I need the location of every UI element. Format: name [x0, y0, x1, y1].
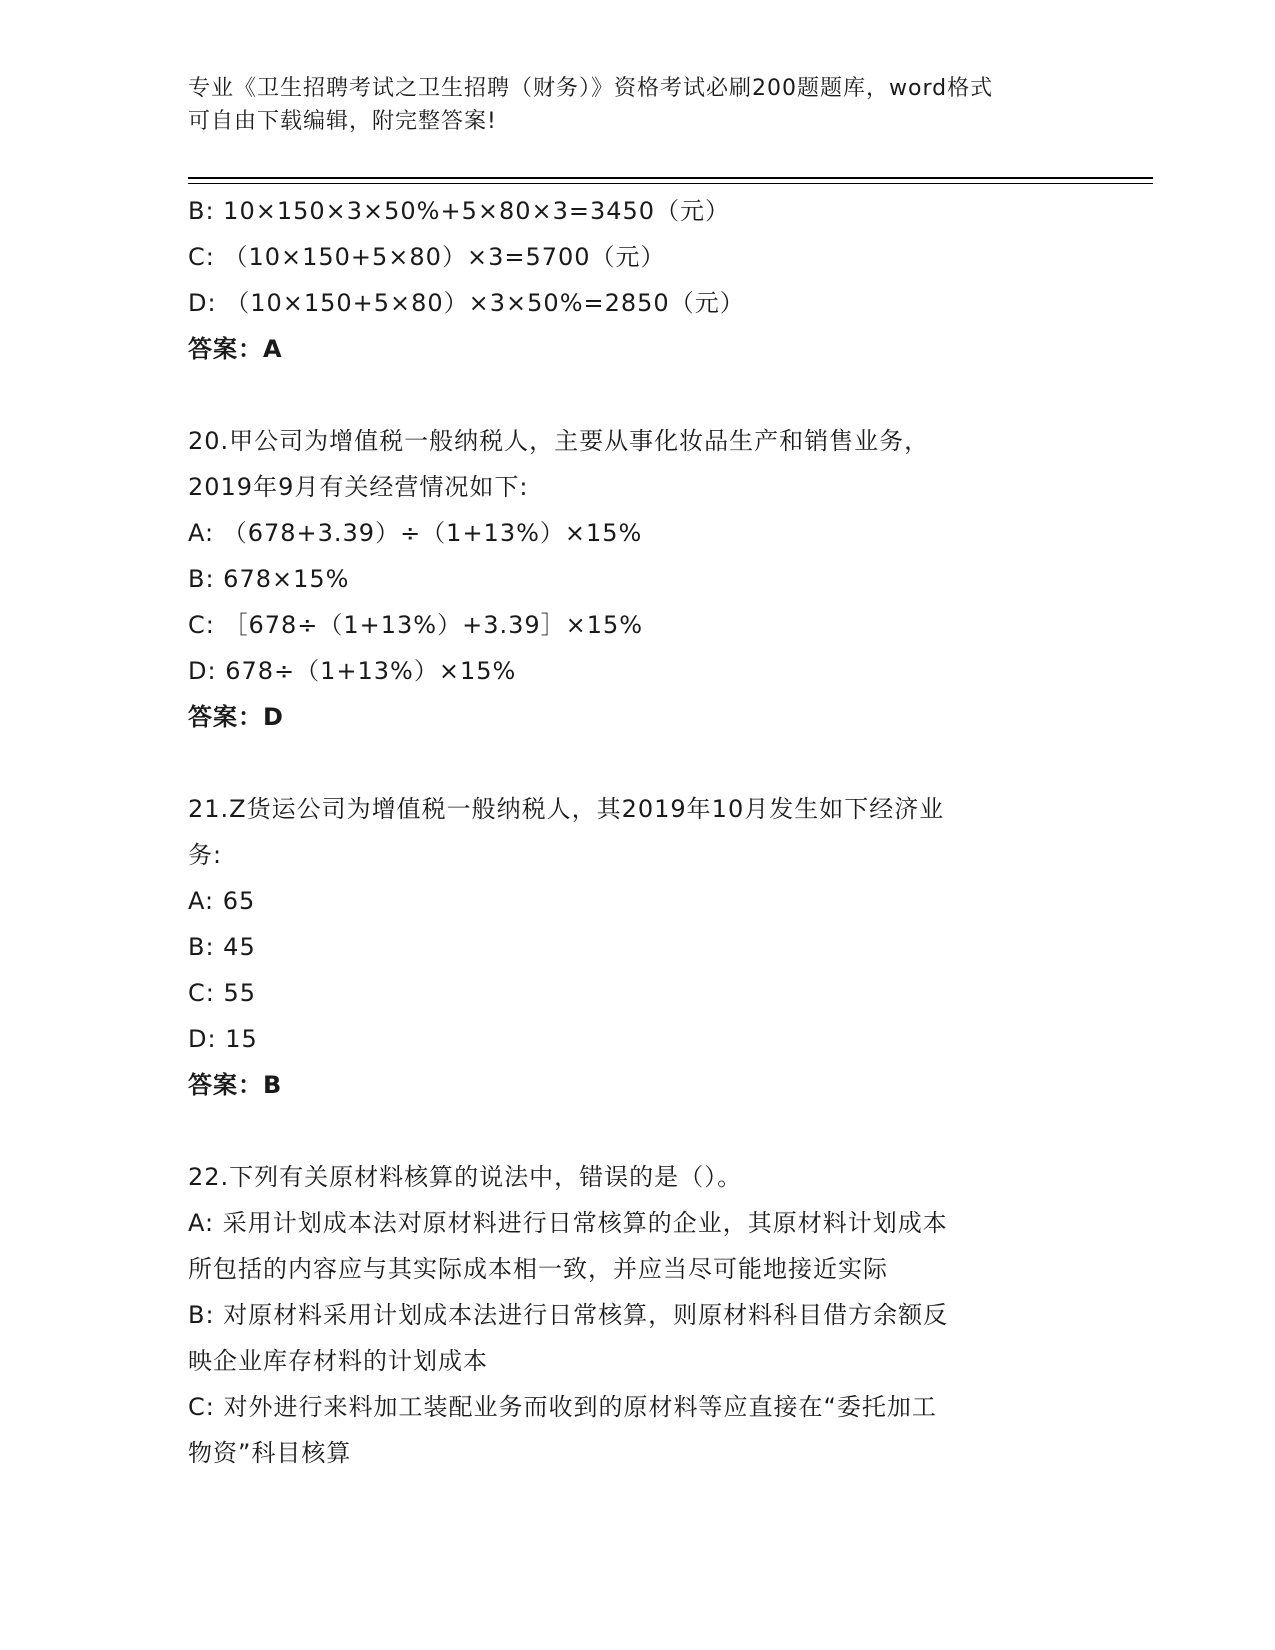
header-divider-thick	[188, 177, 1153, 179]
option-b: B: 10×150×3×50%+5×80×3=3450（元）	[188, 197, 731, 225]
question-stem: 20.甲公司为增值税一般纳税人，主要从事化妆品生产和销售业务，	[188, 427, 930, 455]
option-b: B: 678×15%	[188, 565, 350, 593]
option-a: A: 采用计划成本法对原材料进行日常核算的企业，其原材料计划成本	[188, 1209, 948, 1237]
question-stem: 务:	[188, 841, 223, 869]
option-d: D: 15	[188, 1025, 258, 1053]
option-c: C: ［678÷（1+13%）+3.39］×15%	[188, 611, 644, 639]
document-header	[188, 72, 1088, 138]
option-b-continued: 映企业库存材料的计划成本	[188, 1347, 488, 1375]
option-a-continued: 所包括的内容应与其实际成本相一致，并应当尽可能地接近实际	[188, 1255, 888, 1283]
option-d: D: （10×150+5×80）×3×50%=2850（元）	[188, 289, 745, 317]
option-a: A: 65	[188, 887, 256, 915]
header-title-line-1: 专业《卫生招聘考试之卫生招聘（财务）》资格考试必刷200题题库，word格式	[188, 76, 994, 101]
question-stem: 21.Z货运公司为增值税一般纳税人，其2019年10月发生如下经济业	[188, 795, 945, 823]
option-c-continued: 物资”科目核算	[188, 1439, 352, 1467]
answer-label: 答案：D	[188, 703, 284, 731]
question-21	[188, 786, 1083, 1108]
question-stem: 22.下列有关原材料核算的说法中，错误的是（）。	[188, 1163, 743, 1191]
option-c: C: 55	[188, 979, 257, 1007]
question-22	[188, 1154, 1083, 1476]
option-b: B: 对原材料采用计划成本法进行日常核算，则原材料科目借方余额反	[188, 1301, 949, 1329]
option-d: D: 678÷（1+13%）×15%	[188, 657, 517, 685]
answer-label: 答案：B	[188, 1071, 283, 1099]
option-a: A: （678+3.39）÷（1+13%）×15%	[188, 519, 643, 547]
option-c: C: （10×150+5×80）×3=5700（元）	[188, 243, 666, 271]
question-list	[188, 188, 1083, 1476]
header-divider-thin	[188, 183, 1153, 184]
answer-label: 答案：A	[188, 335, 283, 363]
question-spacer	[188, 740, 1083, 786]
header-title-line-2: 可自由下载编辑，附完整答案!	[188, 109, 497, 134]
question-spacer	[188, 1108, 1083, 1154]
option-c: C: 对外进行来料加工装配业务而收到的原材料等应直接在“委托加工	[188, 1393, 937, 1421]
option-b: B: 45	[188, 933, 256, 961]
question-stem: 2019年9月有关经营情况如下:	[188, 473, 529, 501]
question-spacer	[188, 372, 1083, 418]
question-20	[188, 418, 1083, 740]
question-19	[188, 188, 1083, 372]
